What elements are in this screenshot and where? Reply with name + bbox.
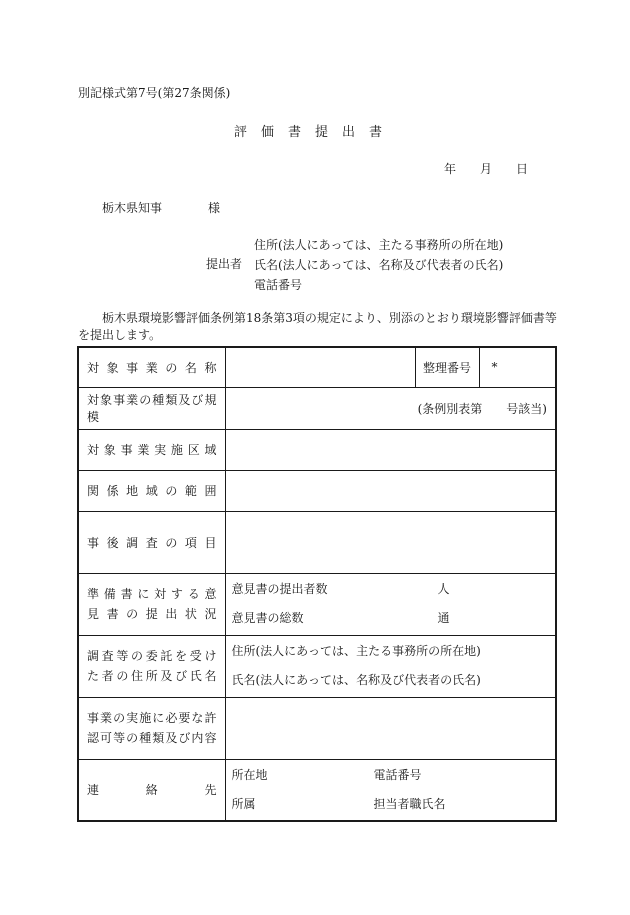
ref-asterisk: * xyxy=(491,360,498,375)
row-permits xyxy=(78,697,556,759)
opinion-submitters xyxy=(232,575,556,604)
row-related-region xyxy=(78,470,556,511)
addressee-name: 栃木県知事 xyxy=(102,201,163,215)
row-contact xyxy=(78,759,556,821)
contractor-address: 住所(法人にあっては、主たる事務所の所在地) xyxy=(231,644,481,658)
label-related-region: 関係地域の範囲 xyxy=(78,470,225,511)
label-project-name: 対象事業の名称 xyxy=(78,347,225,387)
label-contractor xyxy=(78,635,225,697)
row-project-name xyxy=(78,347,556,387)
opinion-submitters-unit: 人 xyxy=(437,582,450,596)
field-permits[interactable] xyxy=(225,697,556,759)
label-project-area: 対象事業実施区域 xyxy=(78,429,225,470)
body-text: 栃木県環境影響評価条例第18条第3項の規定により、別添のとおり環境影響評価書等を提出します。 xyxy=(78,311,557,342)
row-project-area xyxy=(78,429,556,470)
opinion-submitters-label: 意見書の提出者数 xyxy=(231,582,328,596)
row-followup-items xyxy=(78,511,556,573)
field-project-type[interactable] xyxy=(225,387,556,429)
label-opinion-status-line2: 見書の提出状況 xyxy=(87,607,217,621)
addressee-honorific: 様 xyxy=(208,201,221,215)
date-month: 月 xyxy=(480,162,493,176)
field-project-name[interactable] xyxy=(225,347,415,387)
document-title: 評価書提出書 xyxy=(234,125,397,140)
submitter-address: 住所(法人にあっては、主たる事務所の所在地) xyxy=(254,238,504,252)
contact-person-label: 担当者職氏名 xyxy=(373,796,446,811)
field-contact[interactable] xyxy=(225,759,556,821)
contact-dept-label: 所属 xyxy=(231,796,256,811)
date-day: 日 xyxy=(516,162,529,176)
opinion-total xyxy=(232,604,556,633)
label-opinion-status xyxy=(78,573,225,635)
label-project-type: 対象事業の種類及び規模 xyxy=(78,387,225,429)
contact-line2 xyxy=(232,790,556,819)
contact-location-label: 所在地 xyxy=(231,767,268,782)
opinion-total-label: 意見書の総数 xyxy=(231,611,304,625)
row-opinion-status xyxy=(78,573,556,635)
submitter-phone: 電話番号 xyxy=(254,278,303,292)
field-related-region[interactable] xyxy=(225,470,556,511)
label-contact: 連絡先 xyxy=(78,759,225,821)
submission-table xyxy=(77,346,557,822)
label-permits-line2: 認可等の種類及び内容 xyxy=(87,731,217,745)
field-project-area[interactable] xyxy=(225,429,556,470)
field-contractor[interactable] xyxy=(225,635,556,697)
label-permits xyxy=(78,697,225,759)
label-contractor-line2: た者の住所及び氏名 xyxy=(87,669,217,683)
field-opinion-status[interactable] xyxy=(225,573,556,635)
contractor-name: 氏名(法人にあっては、名称及び代表者の氏名) xyxy=(231,673,481,687)
label-opinion-status-line1: 準備書に対する意 xyxy=(87,587,217,601)
row-contractor xyxy=(78,635,556,697)
date-year: 年 xyxy=(444,162,457,176)
label-permits-line1: 事業の実施に必要な許 xyxy=(87,711,217,725)
row-project-type xyxy=(78,387,556,429)
submitter-name: 氏名(法人にあっては、名称及び代表者の氏名) xyxy=(254,258,504,272)
label-followup-items: 事後調査の項目 xyxy=(78,511,225,573)
form-number: 別記様式第7号(第27条関係) xyxy=(78,86,231,100)
contact-phone-label: 電話番号 xyxy=(373,767,422,782)
field-ref-number[interactable] xyxy=(479,347,556,387)
label-contractor-line1: 調査等の委託を受け xyxy=(87,649,217,663)
addressee xyxy=(102,199,221,216)
submitter-lines xyxy=(254,235,503,295)
field-followup-items[interactable] xyxy=(225,511,556,573)
opinion-total-unit: 通 xyxy=(437,611,450,625)
submitter-label: 提出者 xyxy=(206,257,243,271)
label-ref-number: 整理番号 xyxy=(415,347,479,387)
contact-line1 xyxy=(232,761,556,790)
note-ordinance: (条例別表第 号該当) xyxy=(417,401,547,416)
